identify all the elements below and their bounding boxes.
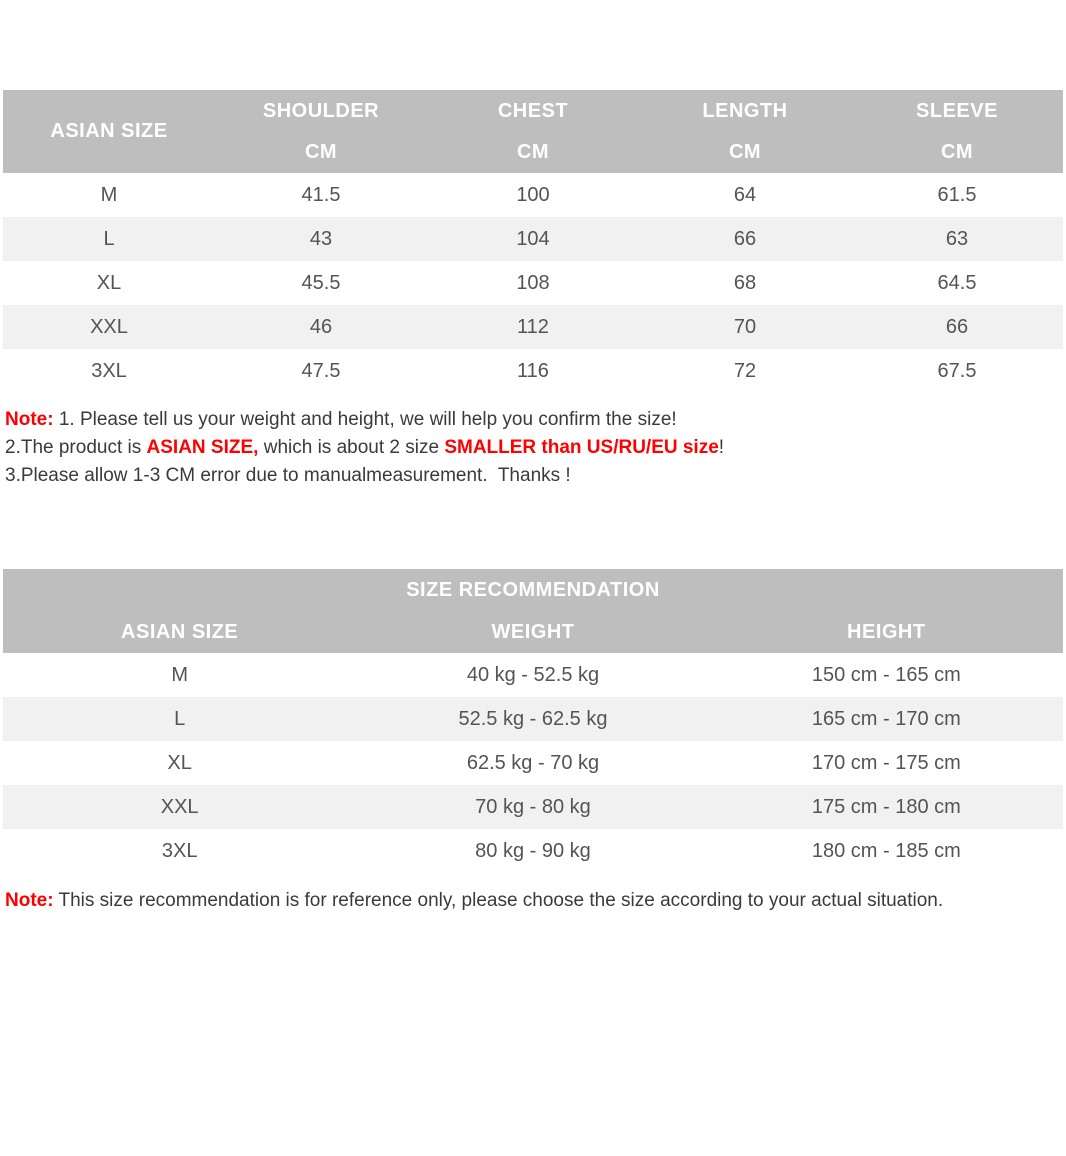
length-cell: 64	[733, 183, 757, 206]
sleeve-cell: 63	[945, 227, 969, 250]
chest-cell: 112	[517, 315, 549, 338]
recommendation-note	[5, 887, 1005, 915]
note-line-2-suffix: !	[718, 437, 725, 458]
height-cell: 175 cm - 180 cm	[811, 795, 961, 818]
height-cell: 170 cm - 175 cm	[811, 751, 961, 774]
recommendation-table-header	[3, 569, 1063, 653]
column-unit: CM	[516, 140, 550, 163]
column-header-weight: WEIGHT	[491, 620, 575, 643]
table-row-m	[3, 173, 1063, 217]
size-cell: M	[171, 663, 188, 686]
asian-size-header: ASIAN SIZE	[50, 120, 168, 142]
chest-cell: 116	[517, 359, 549, 382]
column-label: LENGTH	[702, 99, 788, 122]
weight-cell: 80 kg - 90 kg	[475, 839, 591, 862]
note-line-1	[5, 406, 1066, 434]
shoulder-cell: 45.5	[301, 271, 341, 294]
sleeve-cell: 64.5	[937, 271, 977, 294]
table-row-xl	[3, 261, 1063, 305]
shoulder-cell: 43	[309, 227, 333, 250]
shoulder-cell: 46	[309, 315, 333, 338]
recommendation-note-text: This size recommendation is for reference only, please choose the size according to your actual situation.	[53, 890, 944, 911]
table-row-l	[3, 217, 1063, 261]
size-cell: 3XL	[91, 359, 127, 382]
column-unit: CM	[728, 140, 762, 163]
recommendation-row-xl	[3, 741, 1063, 785]
table-row-3xl	[3, 349, 1063, 393]
shoulder-cell: 41.5	[301, 183, 341, 206]
length-cell: 72	[733, 359, 757, 382]
recommendation-row-xxl	[3, 785, 1063, 829]
size-cell: XL	[96, 271, 122, 294]
column-header-asian-size: ASIAN SIZE	[121, 620, 239, 643]
size-recommendation-table	[3, 569, 1063, 873]
column-unit: CM	[304, 140, 338, 163]
note-line-2	[5, 434, 1066, 462]
note-line-2-prefix: 2.The product is	[5, 437, 147, 458]
length-cell: 66	[733, 227, 757, 250]
column-label: SHOULDER	[262, 99, 380, 122]
weight-cell: 62.5 kg - 70 kg	[466, 751, 600, 774]
smaller-size-highlight: SMALLER than US/RU/EU size	[444, 437, 719, 458]
recommendation-table-title: SIZE RECOMMENDATION	[406, 578, 660, 601]
size-cell: 3XL	[161, 839, 198, 862]
measurement-notes	[5, 406, 1066, 490]
column-header-length	[639, 90, 851, 173]
column-label: SLEEVE	[916, 99, 998, 122]
recommendation-row-3xl	[3, 829, 1063, 873]
column-header-height: HEIGHT	[847, 620, 926, 643]
note-line-1-text: 1. Please tell us your weight and height, we will help you confirm the size!	[53, 409, 677, 430]
sleeve-cell: 66	[945, 315, 969, 338]
weight-cell: 52.5 kg - 62.5 kg	[458, 707, 608, 730]
height-cell: 150 cm - 165 cm	[811, 663, 961, 686]
size-cell: M	[100, 183, 118, 206]
sleeve-cell: 61.5	[937, 183, 977, 206]
height-cell: 165 cm - 170 cm	[811, 707, 961, 730]
size-table-header	[3, 90, 1063, 173]
length-cell: 68	[733, 271, 757, 294]
note-line-2-mid: which is about 2 size	[258, 437, 445, 458]
height-cell: 180 cm - 185 cm	[811, 839, 961, 862]
note-line-3-text: 3.Please allow 1-3 CM error due to manualmeasurement. Thanks !	[5, 465, 571, 486]
weight-cell: 40 kg - 52.5 kg	[466, 663, 600, 686]
column-header-sleeve	[851, 90, 1063, 173]
column-label: CHEST	[497, 99, 569, 122]
asian-size-highlight: ASIAN SIZE,	[146, 437, 259, 458]
note-label: Note:	[5, 890, 54, 911]
chest-cell: 108	[516, 271, 550, 294]
size-cell: L	[103, 227, 115, 250]
recommendation-row-l	[3, 697, 1063, 741]
size-measurement-table	[3, 90, 1063, 393]
size-cell: XXL	[90, 315, 128, 338]
shoulder-cell: 47.5	[301, 359, 341, 382]
length-cell: 70	[733, 315, 757, 338]
sleeve-cell: 67.5	[937, 359, 977, 382]
note-line-3	[5, 462, 1066, 490]
size-cell: L	[174, 707, 186, 730]
column-unit: CM	[940, 140, 974, 163]
recommendation-row-m	[3, 653, 1063, 697]
column-header-chest	[427, 90, 639, 173]
weight-cell: 70 kg - 80 kg	[475, 795, 591, 818]
size-cell: XXL	[160, 795, 199, 818]
size-cell: XL	[167, 751, 192, 774]
recommendation-column-headers	[3, 611, 1063, 653]
note-label: Note:	[5, 409, 54, 430]
chest-cell: 104	[516, 227, 550, 250]
size-chart-page	[0, 90, 1066, 1156]
column-header-shoulder	[215, 90, 427, 173]
table-row-xxl	[3, 305, 1063, 349]
chest-cell: 100	[516, 183, 550, 206]
